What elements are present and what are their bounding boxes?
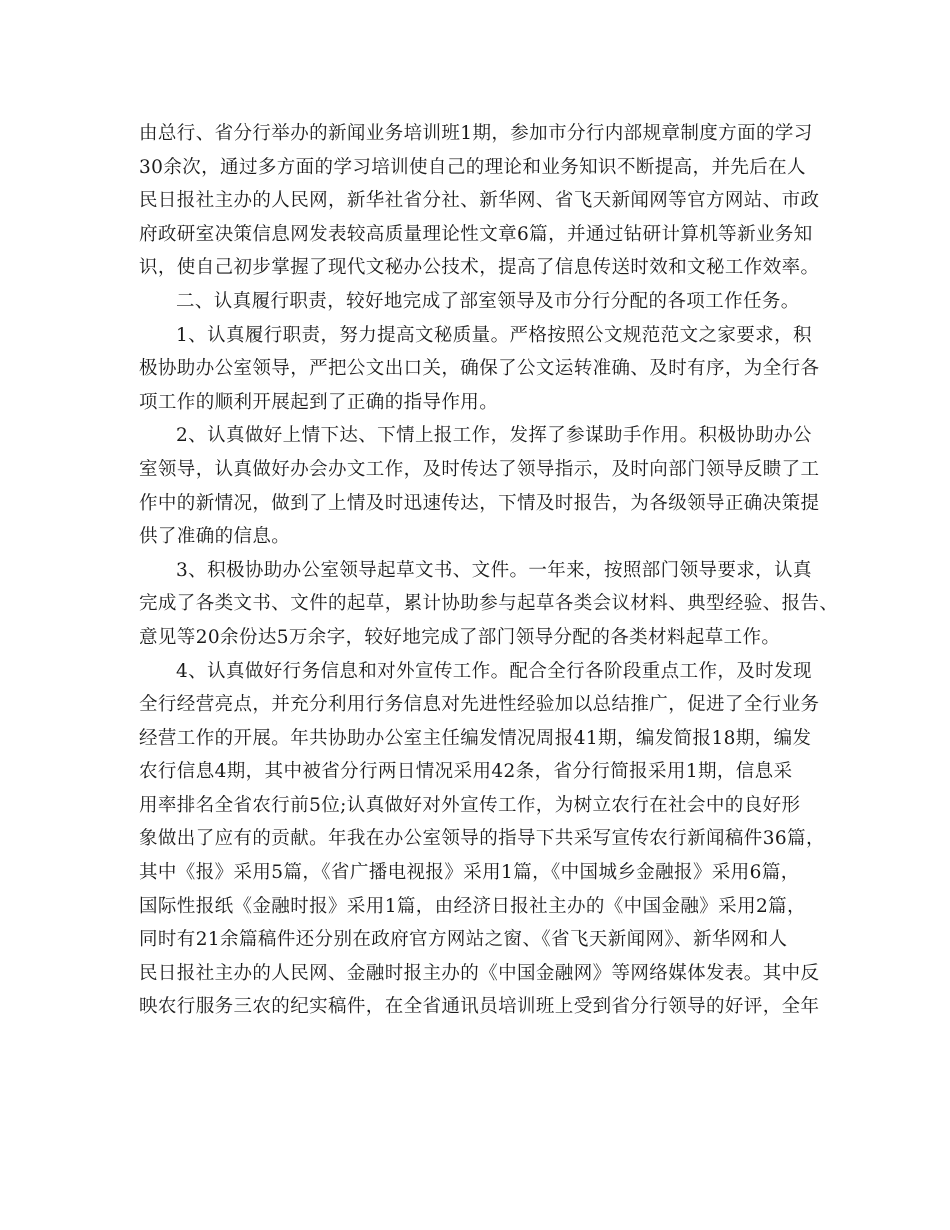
text-line: 项工作的顺利开展起到了正确的指导作用。 [139, 391, 499, 413]
text-line: 意见等20余份达5万余字，较好地完成了部门领导分配的各类材料起草工作。 [139, 626, 781, 648]
text-line: 极协助办公室领导，严把公文出口关，确保了公文运转准确、及时有序，为全行各 [139, 358, 820, 380]
text-line: 二、认真履行职责，较好地完成了部室领导及市分行分配的各项工作任务。 [176, 290, 800, 312]
text-line: 4、认真做好行务信息和对外宣传工作。配合全行各阶段重点工作，及时发现 [176, 660, 812, 682]
text-line: 30余次，通过多方面的学习培训使自己的理论和业务知识不断提高，并先后在人 [139, 156, 806, 178]
text-line: 其中《报》采用5篇，《省广播电视报》采用1篇，《中国城乡金融报》采用6篇， [139, 862, 800, 884]
text-line: 作中的新情况，做到了上情及时迅速传达，下情及时报告，为各级领导正确决策提 [139, 492, 820, 514]
text-line: 3、积极协助办公室领导起草文书、文件。一年来，按照部门领导要求，认真 [176, 559, 812, 581]
text-line: 农行信息4期，其中被省分行两日情况采用42条，省分行简报采用1期，信息采 [139, 761, 793, 783]
text-line: 识，使自己初步掌握了现代文秘办公技术，提高了信息传送时效和文秘工作效率。 [139, 257, 820, 279]
text-line: 国际性报纸《金融时报》采用1篇，由经济日报社主办的《中国金融》采用2篇， [139, 895, 806, 917]
text-line: 民日报社主办的人民网，新华社省分社、新华网、省飞天新闻网等官方网站、市政 [139, 190, 820, 212]
text-line: 象做出了应有的贡献。年我在办公室领导的指导下共采写宣传农行新闻稿件36篇， [139, 828, 825, 850]
text-line: 府政研室决策信息网发表较高质量理论性文章6篇，并通过钻研计算机等新业务知 [139, 223, 813, 245]
text-line: 完成了各类文书、文件的起草，累计协助参与起草各类会议材料、典型经验、报告、 [139, 593, 839, 615]
text-line: 供了准确的信息。 [139, 526, 291, 548]
text-line: 同时有21余篇稿件还分别在政府官方网站之窗、《省飞天新闻网》、新华网和人 [139, 929, 788, 951]
text-line: 全行经营亮点，并充分利用行务信息对先进性经验加以总结推广，促进了全行业务 [139, 694, 820, 716]
text-line: 室领导，认真做好办会办文工作，及时传达了领导指示，及时向部门领导反瞆了工 [139, 458, 820, 480]
text-line: 由总行、省分行举办的新闻业务培训班1期，参加市分行内部规章制度方面的学习 [139, 123, 813, 144]
text-line: 映农行服务三农的纪实稿件，在全省通讯员培训班上受到省分行领导的好评，全年 [139, 996, 820, 1018]
text-line: 1、认真履行职责，努力提高文秘质量。严格按照公文规范范文之家要求，积 [176, 324, 812, 346]
text-line: 经营工作的开展。年共协助办公室主任编发情况周报41期，编发简报18期，编发 [139, 727, 812, 749]
text-line: 2、认真做好上情下达、下情上报工作，发挥了参谋助手作用。积极协助办公 [176, 425, 812, 447]
text-line: 民日报社主办的人民网、金融时报主办的《中国金融网》等网络媒体发表。其中反 [139, 962, 820, 984]
text-line: 用率排名全省农行前5位;认真做好对外宣传工作，为树立农行在社会中的良好形 [139, 794, 801, 816]
document-body [139, 117, 839, 1024]
